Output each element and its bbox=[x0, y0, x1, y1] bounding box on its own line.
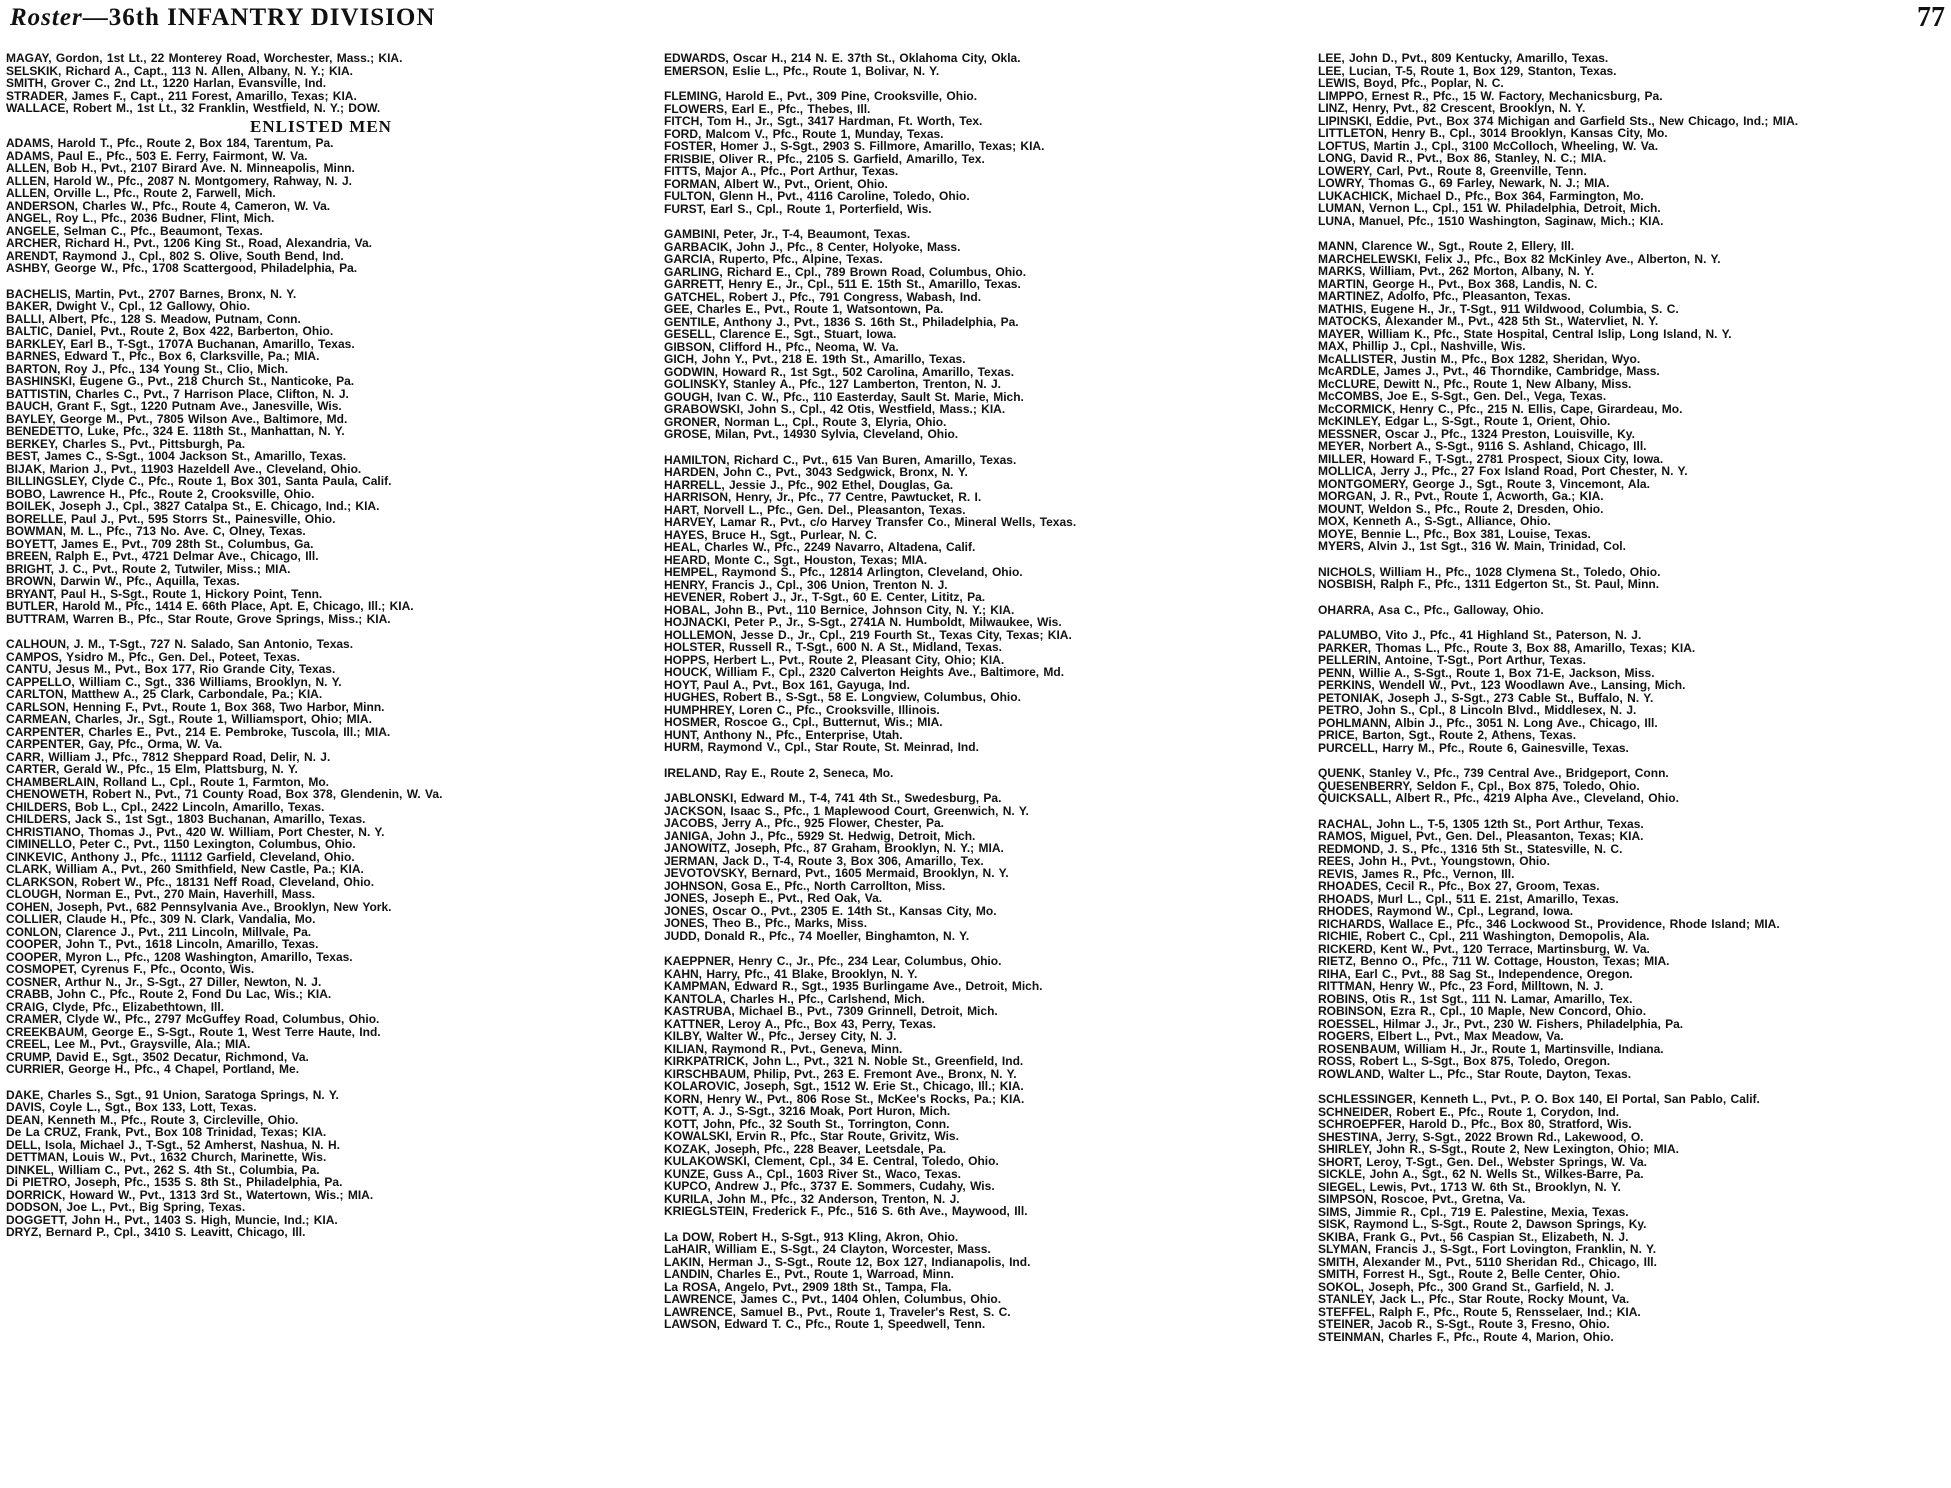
roster-entry: DELL, Isola, Michael J., T-Sgt., 52 Amherst, Nashua, N. H. bbox=[6, 1137, 340, 1152]
roster-entry: HURM, Raymond V., Cpl., Star Route, St. Meinrad, Ind. bbox=[664, 740, 979, 754]
roster-entry: HOLLEMON, Jesse D., Jr., Cpl., 219 Fourth St., Texas City, Texas; KIA. bbox=[664, 627, 1072, 642]
roster-entry: CREEL, Lee M., Pvt., Graysville, Ala.; MIA. bbox=[6, 1037, 251, 1051]
roster-entry: CHENOWETH, Robert N., Pvt., 71 County Road, Box 378, Glendenin, W. Va. bbox=[6, 787, 443, 801]
roster-entry: BILLINGSLEY, Clyde C., Pfc., Route 1, Box 301, Santa Paula, Calif. bbox=[6, 474, 392, 488]
roster-entry: LIMPPO, Ernest R., Pfc., 15 W. Factory, Mechanicsburg, Pa. bbox=[1318, 88, 1663, 103]
roster-entry: ROSENBAUM, William H., Jr., Route 1, Martinsville, Indiana. bbox=[1318, 1041, 1664, 1056]
roster-entry: RIHA, Earl C., Pvt., 88 Sag St., Independence, Oregon. bbox=[1318, 966, 1633, 981]
roster-entry: ROBINSON, Ezra R., Cpl., 10 Maple, New Concord, Ohio. bbox=[1318, 1004, 1647, 1018]
roster-entry: CARMEAN, Charles, Jr., Sgt., Route 1, Williamsport, Ohio; MIA. bbox=[6, 712, 372, 726]
roster-entry: RHODES, Raymond W., Cpl., Legrand, Iowa. bbox=[1318, 904, 1574, 918]
roster-entry: SCHLESSINGER, Kenneth L., Pvt., P. O. Box 140, El Portal, San Pablo, Calif. bbox=[1318, 1092, 1760, 1106]
running-title-division: —36th INFANTRY DIVISION bbox=[82, 4, 436, 31]
roster-entry: JACKSON, Isaac S., Pfc., 1 Maplewood Court, Greenwich, N. Y. bbox=[664, 803, 1029, 818]
roster-entry: HARRELL, Jessie J., Pfc., 902 Ethel, Douglas, Ga. bbox=[664, 477, 954, 492]
roster-entry: DORRICK, Howard W., Pvt., 1313 3rd St., Watertown, Wis.; MIA. bbox=[6, 1187, 374, 1202]
roster-entry: HOBAL, John B., Pvt., 110 Bernice, Johnson City, N. Y.; KIA. bbox=[664, 602, 1015, 617]
roster-entry: CRUMP, David E., Sgt., 3502 Decatur, Richmond, Va. bbox=[6, 1049, 309, 1064]
roster-entry: MARTINEZ, Adolfo, Pfc., Pleasanton, Texas. bbox=[1318, 289, 1571, 303]
roster-entry: CHILDERS, Bob L., Cpl., 2422 Lincoln, Amarillo, Texas. bbox=[6, 799, 325, 814]
roster-entry: KUPCO, Andrew J., Pfc., 3737 E. Sommers, Cudahy, Wis. bbox=[664, 1179, 995, 1193]
roster-entry: CARLSON, Henning F., Pvt., Route 1, Box 368, Two Harbor, Minn. bbox=[6, 699, 385, 714]
roster-entry: ASHBY, George W., Pfc., 1708 Scattergood, Philadelphia, Pa. bbox=[6, 261, 358, 275]
roster-entry: LAWSON, Edward T. C., Pfc., Route 1, Speedwell, Tenn. bbox=[664, 1317, 986, 1331]
roster-entry: LAWRENCE, James C., Pvt., 1404 Ohlen, Columbus, Ohio. bbox=[664, 1292, 1002, 1306]
roster-column-3 bbox=[1318, 52, 1946, 1488]
roster-entry: PALUMBO, Vito J., Pfc., 41 Highland St., Paterson, N. J. bbox=[1318, 628, 1642, 642]
roster-entry: FURST, Earl S., Cpl., Route 1, Porterfield, Wis. bbox=[664, 201, 932, 216]
roster-entry: DAKE, Charles S., Sgt., 91 Union, Saratoga Springs, N. Y. bbox=[6, 1087, 339, 1102]
roster-entry: CLARK, William A., Pvt., 260 Smithfield, New Castle, Pa.; KIA. bbox=[6, 862, 364, 876]
roster-entry: GARRETT, Henry E., Jr., Cpl., 511 E. 15th St., Amarillo, Texas. bbox=[664, 277, 1021, 291]
roster-entry: JABLONSKI, Edward M., T-4, 741 4th St., Swedesburg, Pa. bbox=[664, 791, 1002, 805]
roster-entry: GOUGH, Ivan C. W., Pfc., 110 Easterday, Sault St. Marie, Mich. bbox=[664, 389, 1024, 404]
roster-entry: MARKS, William, Pvt., 262 Morton, Albany, N. Y. bbox=[1318, 264, 1595, 278]
roster-entry: BEST, James C., S-Sgt., 1004 Jackson St., Amarillo, Texas. bbox=[6, 449, 347, 463]
roster-entry: HUNT, Anthony N., Pfc., Enterprise, Utah. bbox=[664, 727, 903, 742]
roster-entry: BRIGHT, J. C., Pvt., Route 2, Tutwiler, Miss.; MIA. bbox=[6, 561, 291, 576]
roster-entry: CRABB, John C., Pfc., Route 2, Fond Du Lac, Wis.; KIA. bbox=[6, 987, 332, 1001]
roster-entry: CALHOUN, J. M., T-Sgt., 727 N. Salado, San Antonio, Texas. bbox=[6, 637, 354, 651]
roster-entry: SOKOL, Joseph, Pfc., 300 Grand St., Garfield, N. J. bbox=[1318, 1279, 1615, 1294]
roster-entry: FORMAN, Albert W., Pvt., Orient, Ohio. bbox=[664, 176, 888, 191]
roster-entry: SHORT, Leroy, T-Sgt., Gen. Del., Webster Springs, W. Va. bbox=[1318, 1154, 1647, 1169]
roster-entry: PRICE, Barton, Sgt., Route 2, Athens, Texas. bbox=[1318, 728, 1577, 742]
roster-entry: CLARKSON, Robert W., Pfc., 18131 Neff Road, Cleveland, Ohio. bbox=[6, 874, 375, 889]
roster-entry: FITCH, Tom H., Jr., Sgt., 3417 Hardman, Ft. Worth, Tex. bbox=[664, 114, 983, 128]
roster-entry: REES, John H., Pvt., Youngstown, Ohio. bbox=[1318, 854, 1550, 868]
roster-entry: MONTGOMERY, George J., Sgt., Route 3, Vincemont, Ala. bbox=[1318, 476, 1650, 491]
roster-entry: SKIBA, Frank G., Pvt., 56 Caspian St., Elizabeth, N. J. bbox=[1318, 1229, 1629, 1244]
roster-entry: JOHNSON, Gosa E., Pfc., North Carrollton, Miss. bbox=[664, 878, 946, 893]
roster-entry: CHRISTIANO, Thomas J., Pvt., 420 W. William, Port Chester, N. Y. bbox=[6, 824, 385, 839]
roster-entry: COLLIER, Claude H., Pfc., 309 N. Clark, Vandalia, Mo. bbox=[6, 912, 316, 926]
roster-entry: HUGHES, Robert B., S-Sgt., 58 E. Longview, Columbus, Ohio. bbox=[664, 690, 1021, 704]
roster-entry: BAUCH, Grant F., Sgt., 1220 Putnam Ave., Janesville, Wis. bbox=[6, 399, 342, 413]
roster-entry: McARDLE, James J., Pvt., 46 Thorndike, Cambridge, Mass. bbox=[1318, 364, 1660, 378]
roster-entry: GARBACIK, John J., Pfc., 8 Center, Holyoke, Mass. bbox=[664, 239, 961, 254]
roster-entry: ADAMS, Harold T., Pfc., Route 2, Box 184, Tarentum, Pa. bbox=[6, 136, 334, 150]
roster-entry: RAMOS, Miguel, Pvt., Gen. Del., Pleasanton, Texas; KIA. bbox=[1318, 829, 1644, 843]
roster-entry: ARCHER, Richard H., Pvt., 1206 King St., Road, Alexandria, Va. bbox=[6, 236, 372, 250]
roster-entry: GATCHEL, Robert J., Pfc., 791 Congress, Wabash, Ind. bbox=[664, 289, 982, 304]
roster-entry: BOYETT, James E., Pvt., 709 28th St., Columbus, Ga. bbox=[6, 536, 314, 551]
roster-entry: BASHINSKI, Eugene G., Pvt., 218 Church St., Nanticoke, Pa. bbox=[6, 374, 355, 388]
roster-entry: COSMOPET, Cyrenus F., Pfc., Oconto, Wis. bbox=[6, 962, 255, 976]
roster-entry: McKINLEY, Edgar L., S-Sgt., Route 1, Orient, Ohio. bbox=[1318, 414, 1611, 428]
roster-entry: KUNZE, Guss A., Cpl., 1603 River St., Waco, Texas. bbox=[664, 1166, 961, 1181]
roster-column-1 bbox=[6, 52, 636, 1488]
roster-entry: PETONIAK, Joseph J., S-Sgt., 273 Cable St., Buffalo, N. Y. bbox=[1318, 690, 1654, 705]
roster-entry: BRYANT, Paul H., S-Sgt., Route 1, Hickory Point, Tenn. bbox=[6, 586, 323, 601]
roster-entry: CRAMER, Clyde W., Pfc., 2797 McGuffey Road, Columbus, Ohio. bbox=[6, 1012, 380, 1026]
roster-entry: JACOBS, Jerry A., Pfc., 925 Flower, Chester, Pa. bbox=[664, 816, 945, 830]
roster-entry: KILIAN, Raymond R., Pvt., Geneva, Minn. bbox=[664, 1041, 903, 1056]
roster-entry: ANGELE, Selman C., Pfc., Beaumont, Texas. bbox=[6, 223, 263, 238]
roster-entry: MAYER, William K., Pfc., State Hospital, Central Islip, Long Island, N. Y. bbox=[1318, 326, 1732, 341]
roster-entry: DRYZ, Bernard P., Cpl., 3410 S. Leavitt, Chicago, Ill. bbox=[6, 1225, 306, 1239]
roster-entry: KAMPMAN, Edward R., Sgt., 1935 Burlingame Ave., Detroit, Mich. bbox=[664, 979, 1043, 993]
page-number: 77 bbox=[1917, 2, 1945, 33]
roster-entry: PARKER, Thomas L., Pfc., Route 3, Box 88, Amarillo, Texas; KIA. bbox=[1318, 640, 1696, 655]
running-title bbox=[10, 4, 435, 32]
roster-entry: RACHAL, John L., T-5, 1305 12th St., Port Arthur, Texas. bbox=[1318, 816, 1644, 831]
roster-entry: MAGAY, Gordon, 1st Lt., 22 Monterey Road, Worchester, Mass.; KIA. bbox=[6, 52, 403, 65]
roster-entry: HOJNACKI, Peter P., Jr., S-Sgt., 2741A N. Humboldt, Milwaukee, Wis. bbox=[664, 615, 1062, 629]
roster-entry: FRISBIE, Oliver R., Pfc., 2105 S. Garfield, Amarillo, Tex. bbox=[664, 151, 985, 166]
roster-entry: McALLISTER, Justin M., Pfc., Box 1282, Sheridan, Wyo. bbox=[1318, 351, 1641, 366]
roster-entry: BUTTRAM, Warren B., Pfc., Star Route, Grove Springs, Miss.; KIA. bbox=[6, 611, 391, 626]
roster-entry: DODSON, Joe L., Pvt., Big Spring, Texas. bbox=[6, 1200, 246, 1214]
roster-entry: BALTIC, Daniel, Pvt., Route 2, Box 422, Barberton, Ohio. bbox=[6, 324, 334, 338]
roster-entry: KORN, Henry W., Pvt., 806 Rose St., McKee's Rocks, Pa.; KIA. bbox=[664, 1091, 1025, 1106]
roster-entry: COOPER, John T., Pvt., 1618 Lincoln, Amarillo, Texas. bbox=[6, 937, 319, 951]
roster-entry: HOUCK, William F., Cpl., 2320 Calverton Heights Ave., Baltimore, Md. bbox=[664, 665, 1065, 679]
roster-entry: HAMILTON, Richard C., Pvt., 615 Van Buren, Amarillo, Texas. bbox=[664, 452, 1017, 467]
roster-entry: ALLEN, Orville L., Pfc., Route 2, Farwell, Mich. bbox=[6, 186, 276, 200]
running-title-roster: Roster bbox=[10, 4, 83, 31]
roster-entry: ANDERSON, Charles W., Pfc., Route 4, Cameron, W. Va. bbox=[6, 198, 331, 213]
roster-entry: HARVEY, Lamar R., Pvt., c/o Harvey Transfer Co., Mineral Wells, Texas. bbox=[664, 515, 1077, 529]
roster-entry: La DOW, Robert H., S-Sgt., 913 Kling, Akron, Ohio. bbox=[664, 1229, 959, 1244]
roster-entry: RHOADS, Murl L., Cpl., 511 E. 21st, Amarillo, Texas. bbox=[1318, 891, 1619, 906]
roster-entry: RICKERD, Kent W., Pvt., 120 Terrace, Martinsburg, W. Va. bbox=[1318, 941, 1650, 956]
roster-entry: RITTMAN, Henry W., Pfc., 23 Ford, Milltown, N. J. bbox=[1318, 979, 1604, 993]
roster-entry: LUMAN, Vernon L., Cpl., 151 W. Philadelphia, Detroit, Mich. bbox=[1318, 201, 1661, 215]
roster-entry: LEWIS, Boyd, Pfc., Poplar, N. C. bbox=[1318, 76, 1504, 90]
roster-entry: La ROSA, Angelo, Pvt., 2909 18th St., Tampa, Fla. bbox=[664, 1279, 952, 1294]
roster-entry: CAMPOS, Ysidro M., Pfc., Gen. Del., Poteet, Texas. bbox=[6, 649, 300, 664]
roster-entry: FLOWERS, Earl E., Pfc., Thebes, Ill. bbox=[664, 101, 871, 116]
roster-entry: POHLMANN, Albin J., Pfc., 3051 N. Long Ave., Chicago, Ill. bbox=[1318, 715, 1658, 730]
roster-entry: IRELAND, Ray E., Route 2, Seneca, Mo. bbox=[664, 765, 894, 780]
roster-entry: ALLEN, Bob H., Pvt., 2107 Birard Ave. N. Minneapolis, Minn. bbox=[6, 161, 355, 175]
roster-entry: QUICKSALL, Albert R., Pfc., 4219 Alpha Ave., Cleveland, Ohio. bbox=[1318, 791, 1679, 805]
roster-entry: FORD, Malcom V., Pfc., Route 1, Munday, Texas. bbox=[664, 126, 944, 141]
roster-entry: LaHAIR, William E., S-Sgt., 24 Clayton, Worcester, Mass. bbox=[664, 1242, 991, 1256]
roster-entry: ADAMS, Paul E., Pfc., 503 E. Ferry, Fairmont, W. Va. bbox=[6, 148, 308, 163]
roster-entry: JERMAN, Jack D., T-4, Route 3, Box 306, Amarillo, Tex. bbox=[664, 853, 984, 868]
roster-entry: CAPPELLO, William C., Sgt., 336 Williams, Brooklyn, N. Y. bbox=[6, 674, 342, 689]
roster-entry: SELSKIK, Richard A., Capt., 113 N. Allen, Albany, N. Y.; KIA. bbox=[6, 63, 353, 78]
roster-entry: KRIEGLSTEIN, Frederick F., Pfc., 516 S. 6th Ave., Maywood, Ill. bbox=[664, 1204, 1028, 1218]
roster-entry: FITTS, Major A., Pfc., Port Arthur, Texas. bbox=[664, 164, 899, 178]
roster-entry: GRONER, Norman L., Cpl., Route 3, Elyria, Ohio. bbox=[664, 414, 947, 429]
roster-entry: HARDEN, John C., Pvt., 3043 Sedgwick, Bronx, N. Y. bbox=[664, 465, 968, 479]
roster-entry: CARR, William J., Pfc., 7812 Sheppard Road, Delir, N. J. bbox=[6, 749, 331, 764]
roster-entry: GODWIN, Howard R., 1st Sgt., 502 Carolina, Amarillo, Texas. bbox=[664, 364, 1015, 379]
roster-entry: WALLACE, Robert M., 1st Lt., 32 Franklin, Westfield, N. Y.; DOW. bbox=[6, 101, 381, 115]
roster-entry: COOPER, Myron L., Pfc., 1208 Washington, Amarillo, Texas. bbox=[6, 949, 353, 964]
roster-entry: CARPENTER, Gay, Pfc., Orma, W. Va. bbox=[6, 737, 223, 751]
roster-entry: PENN, Willie A., S-Sgt., Route 1, Box 71-E, Jackson, Miss. bbox=[1318, 665, 1655, 680]
roster-entry: CREEKBAUM, George E., S-Sgt., Route 1, West Terre Haute, Ind. bbox=[6, 1024, 381, 1039]
roster-entry: HUMPHREY, Loren C., Pfc., Crooksville, Illinois. bbox=[664, 702, 940, 717]
roster-entry: PETRO, John S., Cpl., 8 Lincoln Blvd., Middlesex, N. J. bbox=[1318, 703, 1637, 717]
roster-entry: STEINMAN, Charles F., Pfc., Route 4, Marion, Ohio. bbox=[1318, 1329, 1614, 1344]
roster-entry: LEE, Lucian, T-5, Route 1, Box 129, Stanton, Texas. bbox=[1318, 63, 1617, 78]
roster-entry: MYERS, Alvin J., 1st Sgt., 316 W. Main, Trinidad, Col. bbox=[1318, 539, 1626, 553]
section-heading-enlisted-men: ENLISTED MEN bbox=[250, 116, 392, 136]
roster-entry: ROGERS, Elbert L., Pvt., Max Meadow, Va. bbox=[1318, 1029, 1564, 1043]
roster-entry: HART, Norvell L., Pfc., Gen. Del., Pleasanton, Texas. bbox=[664, 502, 966, 517]
roster-entry: MATHIS, Eugene H., Jr., T-Sgt., 911 Wildwood, Columbia, S. C. bbox=[1318, 301, 1679, 316]
roster-entry: FLEMING, Harold E., Pvt., 309 Pine, Crooksville, Ohio. bbox=[664, 89, 978, 103]
roster-entry: RHOADES, Cecil R., Pfc., Box 27, Groom, Texas. bbox=[1318, 879, 1600, 893]
roster-entry: SHESTINA, Jerry, S-Sgt., 2022 Brown Rd., Lakewood, O. bbox=[1318, 1129, 1644, 1144]
roster-entry: ROWLAND, Walter L., Pfc., Star Route, Dayton, Texas. bbox=[1318, 1066, 1632, 1081]
roster-entry: HOLSTER, Russell R., T-Sgt., 600 N. A St., Midland, Texas. bbox=[664, 640, 1002, 654]
roster-entry: LONG, David R., Pvt., Box 86, Stanley, N. C.; MIA. bbox=[1318, 151, 1607, 165]
roster-entry: REDMOND, J. S., Pfc., 1316 5th St., Statesville, N. C. bbox=[1318, 841, 1623, 856]
roster-entry: LOFTUS, Martin J., Cpl., 3100 McColloch, Wheeling, W. Va. bbox=[1318, 138, 1659, 153]
roster-entry: HEAL, Charles W., Pfc., 2249 Navarro, Altadena, Calif. bbox=[664, 540, 976, 554]
roster-entry: MESSNER, Oscar J., Pfc., 1324 Preston, Louisville, Ky. bbox=[1318, 426, 1635, 441]
roster-entry: BOBO, Lawrence H., Pfc., Route 2, Crooksville, Ohio. bbox=[6, 486, 315, 501]
roster-entry: GAMBINI, Peter, Jr., T-4, Beaumont, Texas. bbox=[664, 227, 911, 241]
roster-entry: KAEPPNER, Henry C., Jr., Pfc., 234 Lear, Columbus, Ohio. bbox=[664, 954, 1002, 968]
roster-entry: RIETZ, Benno O., Pfc., 711 W. Cottage, Houston, Texas; MIA. bbox=[1318, 954, 1670, 968]
roster-entry: KURILA, John M., Pfc., 32 Anderson, Trenton, N. J. bbox=[664, 1191, 960, 1206]
roster-entry: BARKLEY, Earl B., T-Sgt., 1707A Buchanan, Amarillo, Texas. bbox=[6, 336, 355, 351]
roster-entry: BARNES, Edward T., Pfc., Box 6, Clarksville, Pa.; MIA. bbox=[6, 349, 320, 363]
roster-entry: CONLON, Clarence J., Pvt., 211 Lincoln, Millvale, Pa. bbox=[6, 924, 312, 939]
roster-entry: JANOWITZ, Joseph, Pfc., 87 Graham, Brooklyn, N. Y.; MIA. bbox=[664, 841, 1004, 855]
roster-entry: BROWN, Darwin W., Pfc., Aquilla, Texas. bbox=[6, 574, 240, 588]
roster-entry: MATOCKS, Alexander M., Pvt., 428 5th St., Watervliet, N. Y. bbox=[1318, 314, 1659, 328]
roster-entry: PERKINS, Wendell W., Pvt., 123 Woodlawn Ave., Lansing, Mich. bbox=[1318, 678, 1686, 692]
roster-entry: LIPINSKI, Eddie, Pvt., Box 374 Michigan and Garfield Sts., New Chicago, Ind.; MIA. bbox=[1318, 113, 1799, 128]
roster-entry: REVIS, James R., Pfc., Vernon, Ill. bbox=[1318, 866, 1515, 881]
roster-entry: FOSTER, Homer J., S-Sgt., 2903 S. Fillmore, Amarillo, Texas; KIA. bbox=[664, 139, 1045, 153]
roster-entry: GOLINSKY, Stanley A., Pfc., 127 Lamberton, Trenton, N. J. bbox=[664, 377, 1001, 391]
roster-entry: KILBY, Walter W., Pfc., Jersey City, N. J. bbox=[664, 1029, 897, 1043]
roster-entry: COHEN, Joseph, Pvt., 682 Pennsylvania Ave., Brooklyn, New York. bbox=[6, 899, 392, 914]
roster-entry: DEAN, Kenneth M., Pfc., Route 3, Circleville, Ohio. bbox=[6, 1112, 299, 1127]
roster-entry: KATTNER, Leroy A., Pfc., Box 43, Perry, Texas. bbox=[664, 1016, 936, 1031]
roster-entry: GICH, John Y., Pvt., 218 E. 19th St., Amarillo, Texas. bbox=[664, 352, 966, 366]
roster-entry: KOLAROVIC, Joseph, Sgt., 1512 W. Erie St., Chicago, Ill.; KIA. bbox=[664, 1079, 1024, 1093]
roster-entry: SCHROEPFER, Harold D., Pfc., Box 80, Stratford, Wis. bbox=[1318, 1117, 1632, 1131]
roster-entry: ALLEN, Harold W., Pfc., 2087 N. Montgomery, Rahway, N. J. bbox=[6, 173, 352, 188]
roster-entry: MORGAN, J. R., Pvt., Route 1, Acworth, Ga.; KIA. bbox=[1318, 489, 1604, 503]
roster-entry: MARTIN, George H., Pvt., Box 368, Landis, N. C. bbox=[1318, 276, 1598, 291]
roster-entry: SMITH, Forrest H., Sgt., Route 2, Belle Center, Ohio. bbox=[1318, 1267, 1621, 1281]
roster-entry: NICHOLS, William H., Pfc., 1028 Clymena St., Toledo, Ohio. bbox=[1318, 564, 1661, 579]
roster-entry: GEE, Charles E., Pvt., Route 1, Watsontown, Pa. bbox=[664, 302, 944, 316]
roster-entry: CARLTON, Matthew A., 25 Clark, Carbondale, Pa.; KIA. bbox=[6, 687, 323, 701]
roster-entry: GESELL, Clarence E., Sgt., Stuart, Iowa. bbox=[664, 327, 897, 341]
roster-entry: RICHIE, Robert C., Cpl., 211 Washington, Demopolis, Ala. bbox=[1318, 929, 1650, 943]
roster-entry: MOYE, Bennie L., Pfc., Box 381, Louise, Texas. bbox=[1318, 526, 1591, 541]
roster-entry: McCORMICK, Henry C., Pfc., 215 N. Ellis, Cape, Girardeau, Mo. bbox=[1318, 401, 1683, 416]
roster-entry: HEARD, Monte C., Sgt., Houston, Texas; MIA. bbox=[664, 552, 928, 567]
roster-entry: HEMPEL, Raymond S., Pfc., 12814 Arlington, Cleveland, Ohio. bbox=[664, 565, 1023, 579]
roster-entry: GARCIA, Ruperto, Pfc., Alpine, Texas. bbox=[664, 252, 883, 266]
roster-entry: BERKEY, Charles S., Pvt., Pittsburgh, Pa. bbox=[6, 436, 246, 451]
roster-entry: CARTER, Gerald W., Pfc., 15 Elm, Plattsburg, N. Y. bbox=[6, 762, 298, 776]
roster-entry: KOTT, A. J., S-Sgt., 3216 Moak, Port Huron, Mich. bbox=[664, 1104, 951, 1118]
roster-entry: LITTLETON, Henry B., Cpl., 3014 Brooklyn, Kansas City, Mo. bbox=[1318, 126, 1668, 140]
roster-entry: BACHELIS, Martin, Pvt., 2707 Barnes, Bronx, N. Y. bbox=[6, 286, 297, 301]
roster-entry: LAKIN, Herman J., S-Sgt., Route 12, Box 127, Indianapolis, Ind. bbox=[664, 1254, 1031, 1269]
roster-entry: CARPENTER, Charles E., Pvt., 214 E. Pembroke, Tuscola, Ill.; MIA. bbox=[6, 724, 391, 739]
roster-entry: GRABOWSKI, John S., Cpl., 42 Otis, Westfield, Mass.; KIA. bbox=[664, 402, 1006, 416]
roster-entry: MOUNT, Weldon S., Pfc., Route 2, Dresden, Ohio. bbox=[1318, 501, 1604, 516]
roster-entry: DINKEL, William C., Pvt., 262 S. 4th St., Columbia, Pa. bbox=[6, 1162, 320, 1177]
roster-entry: JONES, Theo B., Pfc., Marks, Miss. bbox=[664, 916, 868, 930]
roster-entry: ANGEL, Roy L., Pfc., 2036 Budner, Flint, Mich. bbox=[6, 211, 275, 225]
roster-entry: LUKACHICK, Michael D., Pfc., Box 364, Farmington, Mo. bbox=[1318, 188, 1644, 203]
roster-entry: STEINER, Jacob R., S-Sgt., Route 3, Fresno, Ohio. bbox=[1318, 1317, 1610, 1331]
roster-entry: Di PIETRO, Joseph, Pfc., 1535 S. 8th St., Philadelphia, Pa. bbox=[6, 1175, 343, 1189]
roster-entry: HOPPS, Herbert L., Pvt., Route 2, Pleasant City, Ohio; KIA. bbox=[664, 652, 1005, 667]
roster-entry: ARENDT, Raymond J., Cpl., 802 S. Olive, South Bend, Ind. bbox=[6, 248, 344, 263]
roster-entry: LOWERY, Carl, Pvt., Route 8, Greenville, Tenn. bbox=[1318, 163, 1587, 178]
roster-entry: STANLEY, Jack L., Pfc., Star Route, Rocky Mount, Va. bbox=[1318, 1292, 1630, 1306]
roster-entry: McCLURE, Dewitt N., Pfc., Route 1, New Albany, Miss. bbox=[1318, 376, 1632, 391]
roster-entry: KAHN, Harry, Pfc., 41 Blake, Brooklyn, N. Y. bbox=[664, 966, 918, 981]
roster-entry: CRAIG, Clyde, Pfc., Elizabethtown, Ill. bbox=[6, 999, 225, 1014]
roster-entry: RICHARDS, Wallace E., Pfc., 346 Lockwood St., Providence, Rhode Island; MIA. bbox=[1318, 916, 1780, 931]
roster-entry: JUDD, Donald R., Pfc., 74 Moeller, Binghamton, N. Y. bbox=[664, 928, 970, 943]
roster-entry: JONES, Oscar O., Pvt., 2305 E. 14th St., Kansas City, Mo. bbox=[664, 903, 997, 918]
roster-entry: KIRSCHBAUM, Philip, Pvt., 263 E. Fremont Ave., Bronx, N. Y. bbox=[664, 1066, 1017, 1081]
roster-entry: KANTOLA, Charles H., Pfc., Carlshend, Mich. bbox=[664, 991, 925, 1006]
roster-entry: LEE, John D., Pvt., 809 Kentucky, Amarillo, Texas. bbox=[1318, 52, 1609, 65]
roster-entry: ROBINS, Otis R., 1st Sgt., 111 N. Lamar, Amarillo, Tex. bbox=[1318, 991, 1633, 1006]
roster-entry: SMITH, Grover C., 2nd Lt., 1220 Harlan, Evansville, Ind. bbox=[6, 76, 327, 90]
roster-entry: KOTT, John, Pfc., 32 South St., Torrington, Conn. bbox=[664, 1116, 950, 1131]
roster-entry: DETTMAN, Louis W., Pvt., 1632 Church, Marinette, Wis. bbox=[6, 1150, 327, 1164]
roster-entry: JEVOTOVSKY, Bernard, Pvt., 1605 Mermaid, Brooklyn, N. Y. bbox=[664, 866, 1009, 880]
roster-entry: DOGGETT, John H., Pvt., 1403 S. High, Muncie, Ind.; KIA. bbox=[6, 1212, 338, 1227]
roster-entry: GENTILE, Anthony J., Pvt., 1836 S. 16th St., Philadelphia, Pa. bbox=[664, 314, 1019, 329]
roster-entry: HOYT, Paul A., Pvt., Box 161, Gayuga, Ind. bbox=[664, 677, 910, 692]
roster-entry: SISK, Raymond L., S-Sgt., Route 2, Dawson Springs, Ky. bbox=[1318, 1217, 1647, 1231]
roster-entry: CURRIER, George H., Pfc., 4 Chapel, Portland, Me. bbox=[6, 1062, 300, 1076]
roster-entry: MOLLICA, Jerry J., Pfc., 27 Fox Island Road, Port Chester, N. Y. bbox=[1318, 464, 1688, 478]
roster-entry: BAKER, Dwight V., Cpl., 12 Gallowy, Ohio. bbox=[6, 299, 251, 313]
roster-entry: BOILEK, Joseph J., Cpl., 3827 Catalpa St., E. Chicago, Ind.; KIA. bbox=[6, 499, 380, 513]
roster-entry: CIMINELLO, Peter C., Pvt., 1150 Lexington, Columbus, Ohio. bbox=[6, 837, 356, 851]
roster-entry: HARRISON, Henry, Jr., Pfc., 77 Centre, Pawtucket, R. I. bbox=[664, 490, 982, 504]
roster-entry: MAX, Phillip J., Cpl., Nashville, Wis. bbox=[1318, 339, 1526, 353]
roster-entry: STRADER, James F., Capt., 211 Forest, Amarillo, Texas; KIA. bbox=[6, 88, 357, 103]
page-header bbox=[0, 0, 1951, 33]
roster-entry: EDWARDS, Oscar H., 214 N. E. 37th St., Oklahoma City, Okla. bbox=[664, 52, 1021, 65]
roster-entry: SIMPSON, Roscoe, Pvt., Gretna, Va. bbox=[1318, 1192, 1526, 1206]
roster-entry: SCHNEIDER, Robert E., Pfc., Route 1, Corydon, Ind. bbox=[1318, 1104, 1620, 1119]
roster-entry: PELLERIN, Antoine, T-Sgt., Port Arthur, Texas. bbox=[1318, 653, 1586, 667]
roster-entry: BARTON, Roy J., Pfc., 134 Young St., Clio, Mich. bbox=[6, 361, 289, 376]
roster-column-2 bbox=[664, 52, 1292, 1488]
roster-entry: GARLING, Richard E., Cpl., 789 Brown Road, Columbus, Ohio. bbox=[664, 264, 1027, 279]
roster-entry: SIMS, Jimmie R., Cpl., 719 E. Palestine, Mexia, Texas. bbox=[1318, 1204, 1629, 1219]
roster-entry: KASTRUBA, Michael B., Pvt., 7309 Grinnell, Detroit, Mich. bbox=[664, 1004, 998, 1018]
roster-entry: LAWRENCE, Samuel B., Pvt., Route 1, Traveler's Rest, S. C. bbox=[664, 1304, 1011, 1319]
roster-entry: QUESENBERRY, Seldon F., Cpl., Box 875, Toledo, Ohio. bbox=[1318, 778, 1640, 793]
roster-entry: CANTU, Jesus M., Pvt., Box 177, Rio Grande City, Texas. bbox=[6, 662, 336, 676]
roster-entry: HENRY, Francis J., Cpl., 306 Union, Trenton N. J. bbox=[664, 577, 948, 592]
roster-entry: LANDIN, Charles E., Pvt., Route 1, Warroad, Minn. bbox=[664, 1267, 954, 1281]
roster-entry: STEFFEL, Ralph F., Pfc., Route 5, Rensselaer, Ind.; KIA. bbox=[1318, 1304, 1641, 1319]
roster-entry: LOWRY, Thomas G., 69 Farley, Newark, N. J.; MIA. bbox=[1318, 176, 1610, 190]
roster-entry: McCOMBS, Joe E., S-Sgt., Gen. Del., Vega, Texas. bbox=[1318, 389, 1607, 403]
roster-entry: JANIGA, John J., Pfc., 5929 St. Hedwig, Detroit, Mich. bbox=[664, 828, 976, 843]
roster-entry: DAVIS, Coyle L., Sgt., Box 133, Lott, Texas. bbox=[6, 1100, 257, 1114]
roster-entry: KOZAK, Joseph, Pfc., 228 Beaver, Leetsdale, Pa. bbox=[664, 1141, 947, 1156]
roster-entry: KIRKPATRICK, John L., Pvt., 321 N. Noble St., Greenfield, Ind. bbox=[664, 1054, 1024, 1068]
roster-entry: BOWMAN, M. L., Pfc., 713 No. Ave. C, Olney, Texas. bbox=[6, 524, 306, 538]
roster-entry: SLYMAN, Francis J., S-Sgt., Fort Lovington, Franklin, N. Y. bbox=[1318, 1242, 1657, 1256]
roster-entry: SIEGEL, Lewis, Pvt., 1713 W. 6th St., Brooklyn, N. Y. bbox=[1318, 1179, 1621, 1194]
roster-entry: MOX, Kenneth A., S-Sgt., Alliance, Ohio. bbox=[1318, 514, 1551, 528]
roster-entry: BREEN, Ralph E., Pvt., 4721 Delmar Ave., Chicago, Ill. bbox=[6, 549, 319, 563]
roster-entry: FULTON, Glenn H., Pvt., 4116 Caroline, Toledo, Ohio. bbox=[664, 189, 970, 203]
roster-entry: De La CRUZ, Frank, Pvt., Box 108 Trinidad, Texas; KIA. bbox=[6, 1125, 327, 1139]
roster-entry: GROSE, Milan, Pvt., 14930 Sylvia, Cleveland, Ohio. bbox=[664, 427, 959, 441]
roster-entry: MANN, Clarence W., Sgt., Route 2, Ellery, Ill. bbox=[1318, 239, 1575, 253]
roster-entry: CLOUGH, Norman E., Pvt., 270 Main, Haverhill, Mass. bbox=[6, 887, 316, 901]
roster-entry: EMERSON, Eslie L., Pfc., Route 1, Bolivar, N. Y. bbox=[664, 63, 940, 78]
roster-entry: BATTISTIN, Charles C., Pvt., 7 Harrison Place, Clifton, N. J. bbox=[6, 386, 349, 401]
roster-entry: MARCHELEWSKI, Felix J., Pfc., Box 82 McKinley Ave., Alberton, N. Y. bbox=[1318, 251, 1721, 266]
roster-entry: COSNER, Arthur N., Jr., S-Sgt., 27 Diller, Newton, N. J. bbox=[6, 974, 322, 989]
roster-entry: NOSBISH, Ralph F., Pfc., 1311 Edgerton St., St. Paul, Minn. bbox=[1318, 577, 1660, 591]
roster-entry: ROSS, Robert L., S-Sgt., Box 875, Toledo, Oregon. bbox=[1318, 1054, 1611, 1068]
roster-entry: HEVENER, Robert J., Jr., T-Sgt., 60 E. Center, Lititz, Pa. bbox=[664, 590, 986, 604]
roster-entry: BALLI, Albert, Pfc., 128 S. Meadow, Putnam, Conn. bbox=[6, 311, 301, 326]
roster-entry: CHAMBERLAIN, Rolland L., Cpl., Route 1, Farmton, Mo. bbox=[6, 774, 329, 789]
roster-entry: HAYES, Bruce H., Sgt., Purlear, N. C. bbox=[664, 527, 877, 542]
roster-entry: JONES, Joseph E., Pvt., Red Oak, Va. bbox=[664, 891, 883, 905]
roster-entry: SHIRLEY, John R., S-Sgt., Route 2, New Lexington, Ohio; MIA. bbox=[1318, 1142, 1680, 1156]
roster-entry: PURCELL, Harry M., Pfc., Route 6, Gainesville, Texas. bbox=[1318, 740, 1629, 755]
roster-entry: QUENK, Stanley V., Pfc., 739 Central Ave., Bridgeport, Conn. bbox=[1318, 766, 1669, 780]
roster-entry: GIBSON, Clifford H., Pfc., Neoma, W. Va. bbox=[664, 339, 899, 354]
roster-entry: KULAKOWSKI, Clement, Cpl., 34 E. Central, Toledo, Ohio. bbox=[664, 1154, 999, 1168]
roster-entry: CHILDERS, Jack S., 1st Sgt., 1803 Buchanan, Amarillo, Texas. bbox=[6, 812, 366, 826]
roster-entry: HOSMER, Roscoe G., Cpl., Butternut, Wis.; MIA. bbox=[664, 715, 943, 729]
roster-entry: ROESSEL, Hilmar J., Jr., Pvt., 230 W. Fishers, Philadelphia, Pa. bbox=[1318, 1016, 1684, 1031]
roster-entry: MILLER, Howard F., T-Sgt., 2781 Prospect, Sioux City, Iowa. bbox=[1318, 451, 1664, 466]
roster-entry: KOWALSKI, Ervin R., Pfc., Star Route, Grivitz, Wis. bbox=[664, 1129, 959, 1143]
roster-entry: SMITH, Alexander M., Pvt., 5110 Sheridan Rd., Chicago, Ill. bbox=[1318, 1254, 1657, 1269]
roster-entry: BUTLER, Harold M., Pfc., 1414 E. 66th Place, Apt. E, Chicago, Ill.; KIA. bbox=[6, 599, 414, 613]
roster-entry: MEYER, Norbert A., S-Sgt., 9116 S. Ashland, Chicago, Ill. bbox=[1318, 439, 1647, 453]
roster-entry: BAYLEY, George M., Pvt., 7805 Wilson Ave., Baltimore, Md. bbox=[6, 411, 348, 426]
roster-entry: LUNA, Manuel, Pfc., 1510 Washington, Saginaw, Mich.; KIA. bbox=[1318, 213, 1664, 228]
roster-entry: SICKLE, John A., Sgt., 62 N. Wells St., Wilkes-Barre, Pa. bbox=[1318, 1167, 1644, 1181]
roster-entry: OHARRA, Asa C., Pfc., Galloway, Ohio. bbox=[1318, 602, 1544, 617]
roster-entry: CINKEVIC, Anthony J., Pfc., 11112 Garfield, Cleveland, Ohio. bbox=[6, 849, 355, 864]
roster-entry: BORELLE, Paul J., Pvt., 595 Storrs St., Painesville, Ohio. bbox=[6, 511, 336, 526]
roster-entry: BENEDETTO, Luke, Pfc., 324 E. 118th St., Manhattan, N. Y. bbox=[6, 424, 345, 438]
roster-entry: BIJAK, Marion J., Pvt., 11903 Hazeldell Ave., Cleveland, Ohio. bbox=[6, 461, 362, 476]
roster-entry: LINZ, Henry, Pvt., 82 Crescent, Brooklyn, N. Y. bbox=[1318, 101, 1586, 115]
